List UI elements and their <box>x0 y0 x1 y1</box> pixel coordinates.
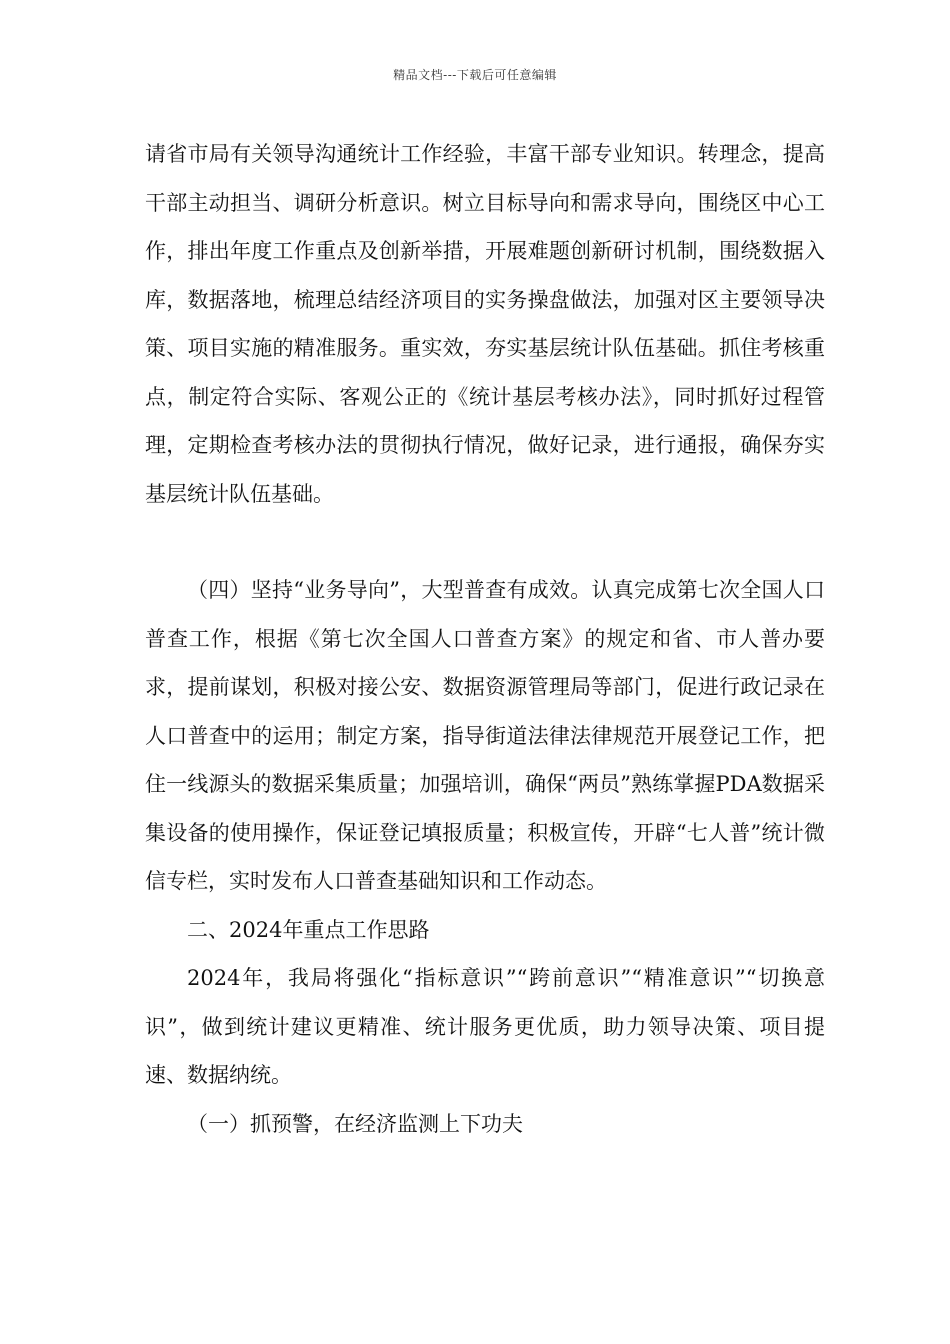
section-heading: 二、2024年重点工作思路 <box>187 917 430 942</box>
paragraph-gap <box>145 518 825 566</box>
document-body <box>145 130 825 1148</box>
paragraph-continuation: 请省市局有关领导沟通统计工作经验，丰富干部专业知识。转理念，提高干部主动担当、调研分析意识。树立目标导向和需求导向，围绕区中心工作，排出年度工作重点及创新举措，开展难题创新研讨机制，围绕数据入库，数据落地，梳理总结经济项目的实务操盘做法，加强对区主要领导决策、项目实施的精准服务。重实效，夯实基层统计队伍基础。抓住考核重点，制定符合实际、客观公正的《统计基层考核办法》，同时抓好过程管理，定期检查考核办法的贯彻执行情况，做好记录，进行通报，确保夯实基层统计队伍基础。 <box>145 142 825 506</box>
paragraph-census: （四）坚持“业务导向”，大型普查有成效。认真完成第七次全国人口普查工作，根据《第七次全国人口普查方案》的规定和省、市人普办要求，提前谋划，积极对接公安、数据资源管理局等部门，促进行政记录在人口普查中的运用；制定方案，指导街道法律法律规范开展登记工作，把住一线源头的数据采集质量；加强培训，确保“两员”熟练掌握PDA数据采集设备的使用操作，保证登记填报质量；积极宣传，开辟“七人普”统计微信专栏，实时发布人口普查基础知识和工作动态。 <box>145 578 825 893</box>
paragraph-2024-plan: 2024年，我局将强化“指标意识”“跨前意识”“精准意识”“切换意识”，做到统计建议更精准、统计服务更优质，助力领导决策、项目提速、数据纳统。 <box>145 966 825 1087</box>
subsection-heading: （一）抓预警，在经济监测上下功夫 <box>187 1111 523 1136</box>
page-header: 精品文档---下载后可任意编辑 <box>393 68 557 82</box>
